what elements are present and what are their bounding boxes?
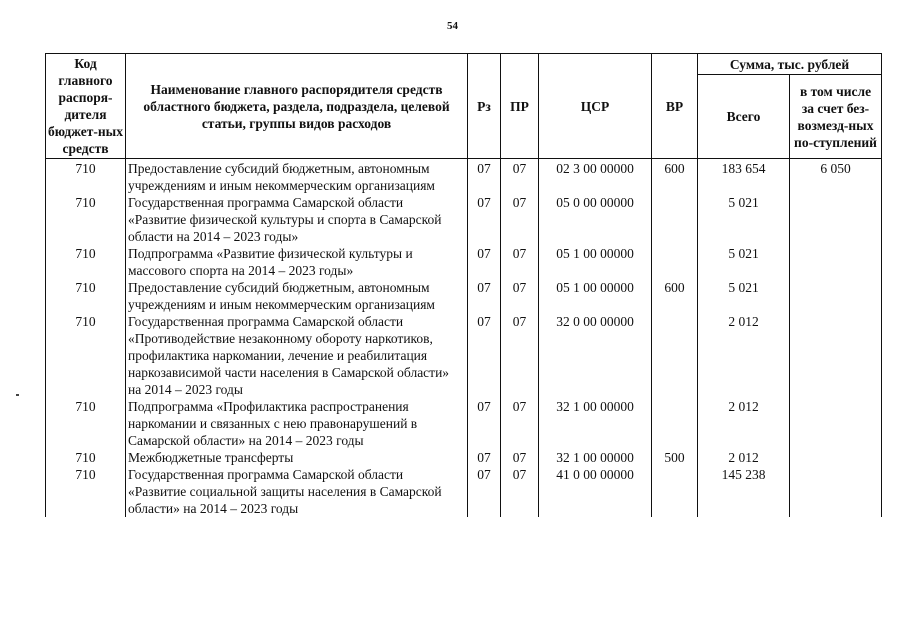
cell-vr: 600 [652, 279, 698, 313]
header-total: Всего [698, 75, 790, 159]
table-header [46, 54, 882, 159]
table-row [46, 194, 882, 245]
header-name: Наименование главного распорядителя средств областного бюджета, раздела, подраздела, целевой статьи, группы видов расходов [126, 54, 468, 159]
cell-csr: 05 1 00 00000 [539, 245, 652, 279]
cell-free [790, 194, 882, 245]
cell-csr: 32 1 00 00000 [539, 449, 652, 466]
table-row [46, 245, 882, 279]
header-free: в том числе за счет без-возмезд-ных по-ступлений [790, 75, 882, 159]
cell-rz: 07 [468, 159, 501, 195]
table-row [46, 159, 882, 195]
cell-total: 5 021 [698, 279, 790, 313]
header-vr: ВР [652, 54, 698, 159]
cell-total: 2 012 [698, 449, 790, 466]
cell-code: 710 [46, 398, 126, 449]
cell-name: Предоставление субсидий бюджетным, автономным учреждениям и иным некоммерческим организациям [126, 159, 468, 195]
header-sum: Сумма, тыс. рублей [698, 54, 882, 75]
cell-name: Государственная программа Самарской области «Развитие физической культуры и спорта в Самарской области на 2014 – 2023 годы» [126, 194, 468, 245]
header-csr: ЦСР [539, 54, 652, 159]
cell-code: 710 [46, 466, 126, 517]
cell-vr [652, 398, 698, 449]
cell-pr: 07 [501, 449, 539, 466]
cell-pr: 07 [501, 194, 539, 245]
cell-code: 710 [46, 194, 126, 245]
cell-csr: 41 0 00 00000 [539, 466, 652, 517]
cell-free [790, 245, 882, 279]
cell-pr: 07 [501, 245, 539, 279]
cell-code: 710 [46, 279, 126, 313]
cell-pr: 07 [501, 159, 539, 195]
cell-pr: 07 [501, 313, 539, 398]
cell-vr [652, 245, 698, 279]
cell-vr: 500 [652, 449, 698, 466]
cell-rz: 07 [468, 194, 501, 245]
cell-vr: 600 [652, 159, 698, 195]
cell-rz: 07 [468, 449, 501, 466]
cell-total: 2 012 [698, 313, 790, 398]
cell-code: 710 [46, 313, 126, 398]
cell-total: 145 238 [698, 466, 790, 517]
cell-rz: 07 [468, 279, 501, 313]
cell-vr [652, 313, 698, 398]
budget-table [45, 53, 882, 517]
cell-pr: 07 [501, 279, 539, 313]
cell-vr [652, 466, 698, 517]
cell-code: 710 [46, 449, 126, 466]
cell-code: 710 [46, 159, 126, 195]
cell-name: Подпрограмма «Профилактика распространения наркомании и связанных с нею правонарушений в Самарской области» на 2014 – 2023 годы [126, 398, 468, 449]
cell-rz: 07 [468, 398, 501, 449]
table-row [46, 449, 882, 466]
cell-free: 6 050 [790, 159, 882, 195]
cell-csr: 32 1 00 00000 [539, 398, 652, 449]
table-row [46, 398, 882, 449]
cell-pr: 07 [501, 466, 539, 517]
table-body [46, 159, 882, 518]
cell-free [790, 466, 882, 517]
table-row [46, 466, 882, 517]
cell-name: Государственная программа Самарской области «Развитие социальной защиты населения в Самарской области» на 2014 – 2023 годы [126, 466, 468, 517]
cell-name: Подпрограмма «Развитие физической культуры и массового спорта на 2014 – 2023 годы» [126, 245, 468, 279]
header-rz: Рз [468, 54, 501, 159]
cell-rz: 07 [468, 245, 501, 279]
cell-name: Межбюджетные трансферты [126, 449, 468, 466]
cell-csr: 02 3 00 00000 [539, 159, 652, 195]
cell-rz: 07 [468, 466, 501, 517]
cell-csr: 32 0 00 00000 [539, 313, 652, 398]
cell-free [790, 279, 882, 313]
cell-total: 5 021 [698, 194, 790, 245]
cell-free [790, 398, 882, 449]
cell-total: 183 654 [698, 159, 790, 195]
cell-free [790, 313, 882, 398]
cell-total: 2 012 [698, 398, 790, 449]
cell-pr: 07 [501, 398, 539, 449]
cell-name: Предоставление субсидий бюджетным, автономным учреждениям и иным некоммерческим организациям [126, 279, 468, 313]
cell-free [790, 449, 882, 466]
table-row [46, 313, 882, 398]
cell-total: 5 021 [698, 245, 790, 279]
scan-speck [16, 394, 19, 396]
header-code: Код главного распоря-дителя бюджет-ных средств [46, 54, 126, 159]
cell-rz: 07 [468, 313, 501, 398]
cell-code: 710 [46, 245, 126, 279]
table-row [46, 279, 882, 313]
header-pr: ПР [501, 54, 539, 159]
cell-vr [652, 194, 698, 245]
cell-name: Государственная программа Самарской области «Противодействие незаконному обороту наркотиков, профилактика наркомании, лечение и реабилитация наркозависимой части населения в Самарской области» на 2014 – 2023 годы [126, 313, 468, 398]
cell-csr: 05 0 00 00000 [539, 194, 652, 245]
cell-csr: 05 1 00 00000 [539, 279, 652, 313]
page-number: 54 [447, 20, 458, 32]
